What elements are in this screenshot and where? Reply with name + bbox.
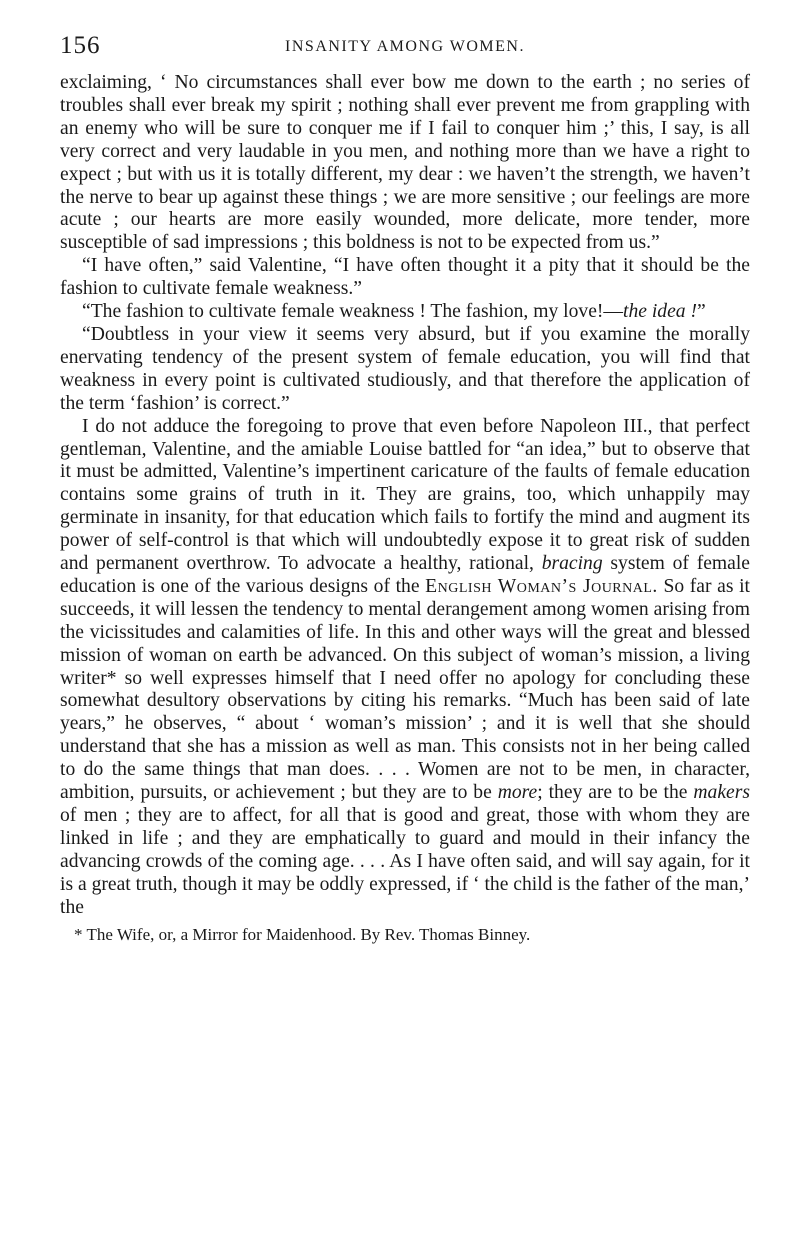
paragraph-5-part-b: system of female education is one of the various designs of the: [60, 553, 750, 597]
paragraph-3-text: “The fashion to cultivate female weakness ! The fashion, my love!—: [82, 301, 624, 323]
italic-makers: makers: [693, 782, 750, 804]
journal-title: English Woman’s Journal.: [425, 575, 658, 597]
italic-more: more: [497, 782, 538, 804]
paragraph-5-part-a: I do not adduce the foregoing to prove that even before Napoleon III., that perfect gentleman, Valentine, and the amiable Louise battled for “an idea,” but to observe that it must be admitted, Valentine’s impertinent caricature of the faults of female education contains some grains of truth in it. They are grains, too, which unhappily may germinate in insanity, for that education which fails to fortify the mind and augment its power of self-control is that which will undoubtedly expose it to great risk of sudden and permanent overthrow. To advocate a healthy, rational,: [60, 415, 750, 575]
paragraph-3: [60, 301, 750, 324]
footnote: * The Wife, or, a Mirror for Maidenhood. By Rev. Thomas Binney.: [74, 924, 531, 944]
body-text: [60, 72, 750, 920]
paragraph-5-part-e: of men ; they are to affect, for all that is good and great, those with whom they are linked in life ; and they are emphatically to guard and mould in their infancy the advancing crowds of the coming age. . . . As I have often said, and will say again, for it is a great truth, though it may be oddly expressed, if ‘ the child is the father of the man,’ the: [60, 805, 750, 918]
paragraph-4: “Doubtless in your view it seems very absurd, but if you examine the morally enervating tendency of the present system of female education, you will find that weakness in every point is cultivated studiously, and that therefore the application of the term ‘fashion’ is correct.”: [60, 323, 750, 414]
paragraph-5: [60, 416, 750, 920]
italic-bracing: bracing: [541, 553, 603, 575]
running-title: INSANITY AMONG WOMEN.: [285, 38, 525, 55]
paragraph-1: exclaiming, ‘ No circumstances shall ever bow me down to the earth ; no series of troubles shall ever break my spirit ; nothing shall ever prevent me from grappling with an enemy who will be sure to conquer me if I fail to conquer him ;’ this, I say, is all very correct and very laudable in you men, and nothing more than we have a right to expect ; but with us it is totally different, my dear : we haven’t the strength, we haven’t the nerve to bear up against these things ; we are more sensitive ; our feelings are more acute ; our hearts are more easily wounded, more delicate, more tender, more susceptible of sad impressions ; this boldness is not to be expected from us.”: [60, 72, 750, 254]
page-header: [60, 32, 750, 68]
book-page: [60, 32, 750, 945]
paragraph-5-part-d: ; they are to be the: [537, 782, 694, 804]
paragraph-2: “I have often,” said Valentine, “I have often thought it a pity that it should be the fashion to cultivate female weakness.”: [60, 255, 750, 300]
paragraph-5-part-c: So far as it succeeds, it will lessen the tendency to mental derangement among women arising from the vicissitudes and calamities of life. In this and other ways will the great and blessed mission of woman on earth be advanced. On this subject of woman’s mission, a living writer* so well expresses himself that I need offer no apology for concluding these somewhat desultory observations by citing his remarks. “Much has been said of late years,” he observes, “ about ‘ woman’s mission’ ; and it is well that she should understand that she has a mission as well as man. This consists not in her being called to do the same things that man does. . . . Women are not to be men, in character, ambition, pursuits, or achievement ; but they are to be: [60, 575, 750, 804]
paragraph-3-italic: the idea !: [623, 301, 698, 323]
page-number: 156: [60, 32, 101, 59]
paragraph-3-end: ”: [697, 301, 706, 323]
